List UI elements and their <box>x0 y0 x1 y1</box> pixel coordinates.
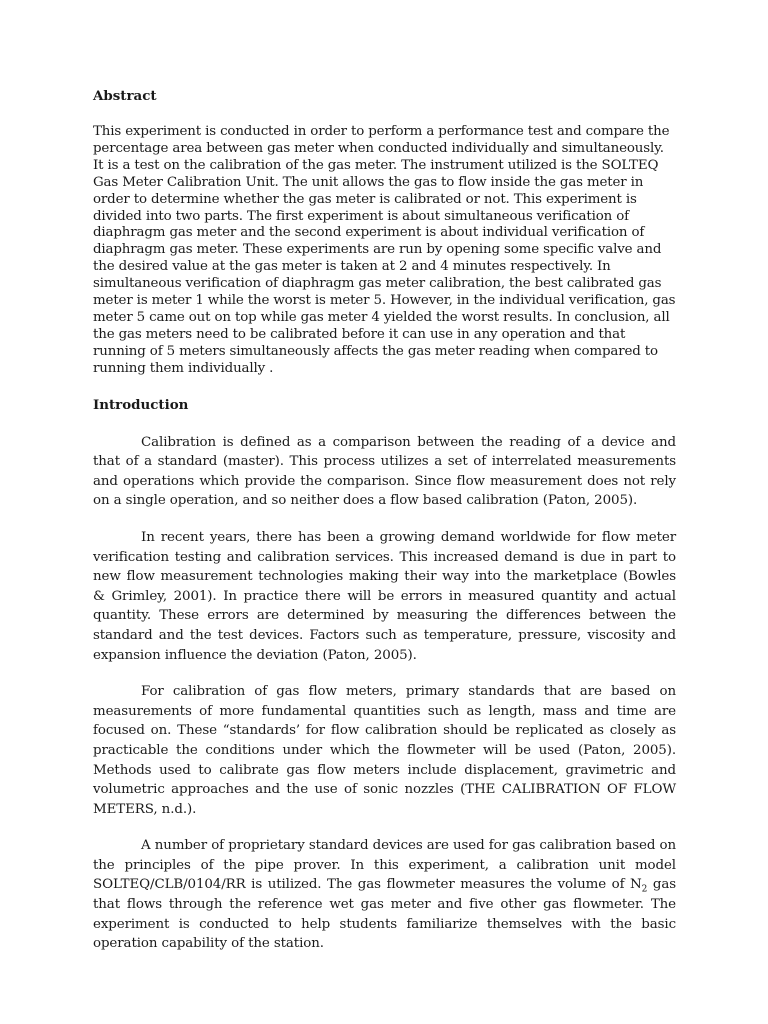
intro-paragraph-3: For calibration of gas flow meters, primary standards that are based on measurements of more fundamental quantities such as length, mass and time are focused on. These “standards’ for flow calibration should be replicated as closely as practicable the conditions under which the flowmeter will be used (Paton, 2005). Methods used to calibrate gas flow meters include displacement, gravimetric and volumetric approaches and the use of sonic nozzles (THE CALIBRATION OF FLOW METERS, n.d.). <box>93 684 676 817</box>
nitrogen-subscript: 2 <box>641 885 648 896</box>
abstract-paragraph: This experiment is conducted in order to perform a performance test and compare the percentage area between gas meter when conducted individually and simultaneously. It is a test on the calibration of the gas meter. The instrument utilized is the SOLTEQ Gas Meter Calibration Unit. The unit allows the gas to flow inside the gas meter in order to determine whether the gas meter is calibrated or not. This experiment is divided into two parts. The first experiment is about simultaneous verification of diaphragm gas meter and the second experiment is about individual verification of diaphragm gas meter. These experiments are run by opening some specific valve and the desired value at the gas meter is taken at 2 and 4 minutes respectively. In simultaneous verification of diaphragm gas meter calibration, the best calibrated gas meter is meter 1 while the worst is meter 5. However, in the individual verification, gas meter 5 came out on top while gas meter 4 yielded the worst results. In conclusion, all the gas meters need to be calibrated before it can use in any operation and that running of 5 meters simultaneously affects the gas meter reading when compared to running them individually . <box>93 124 676 376</box>
intro-paragraph-4 <box>93 836 676 954</box>
intro-paragraph-1: Calibration is defined as a comparison between the reading of a device and that of a standard (master). This process utilizes a set of interrelated measurements and operations which provide the comparison. Since flow measurement does not rely on a single operation, and so neither does a flow based calibration (Paton, 2005). <box>93 434 676 509</box>
abstract-heading: Abstract <box>93 88 157 104</box>
document-page <box>93 86 676 954</box>
intro-paragraph-4-text-b: gas that flows through the reference wet gas meter and five other gas flowmeter. The experiment is conducted to help students familiarize themselves with the basic operation capability of the station. <box>93 877 676 952</box>
intro-paragraph-2: In recent years, there has been a growing demand worldwide for flow meter verification testing and calibration services. This increased demand is due in part to new flow measurement technologies making their way into the marketplace (Bowles & Grimley, 2001). In practice there will be errors in measured quantity and actual quantity. These errors are determined by measuring the differences between the standard and the test devices. Factors such as temperature, pressure, viscosity and expansion influence the deviation (Paton, 2005). <box>93 529 676 663</box>
intro-paragraph-4-text-a: A number of proprietary standard devices are used for gas calibration based on the principles of the pipe prover. In this experiment, a calibration unit model SOLTEQ/CLB/0104/RR is utilized. The gas flowmeter measures the volume of N <box>93 838 676 893</box>
introduction-heading: Introduction <box>93 396 189 413</box>
introduction-body <box>93 433 676 954</box>
